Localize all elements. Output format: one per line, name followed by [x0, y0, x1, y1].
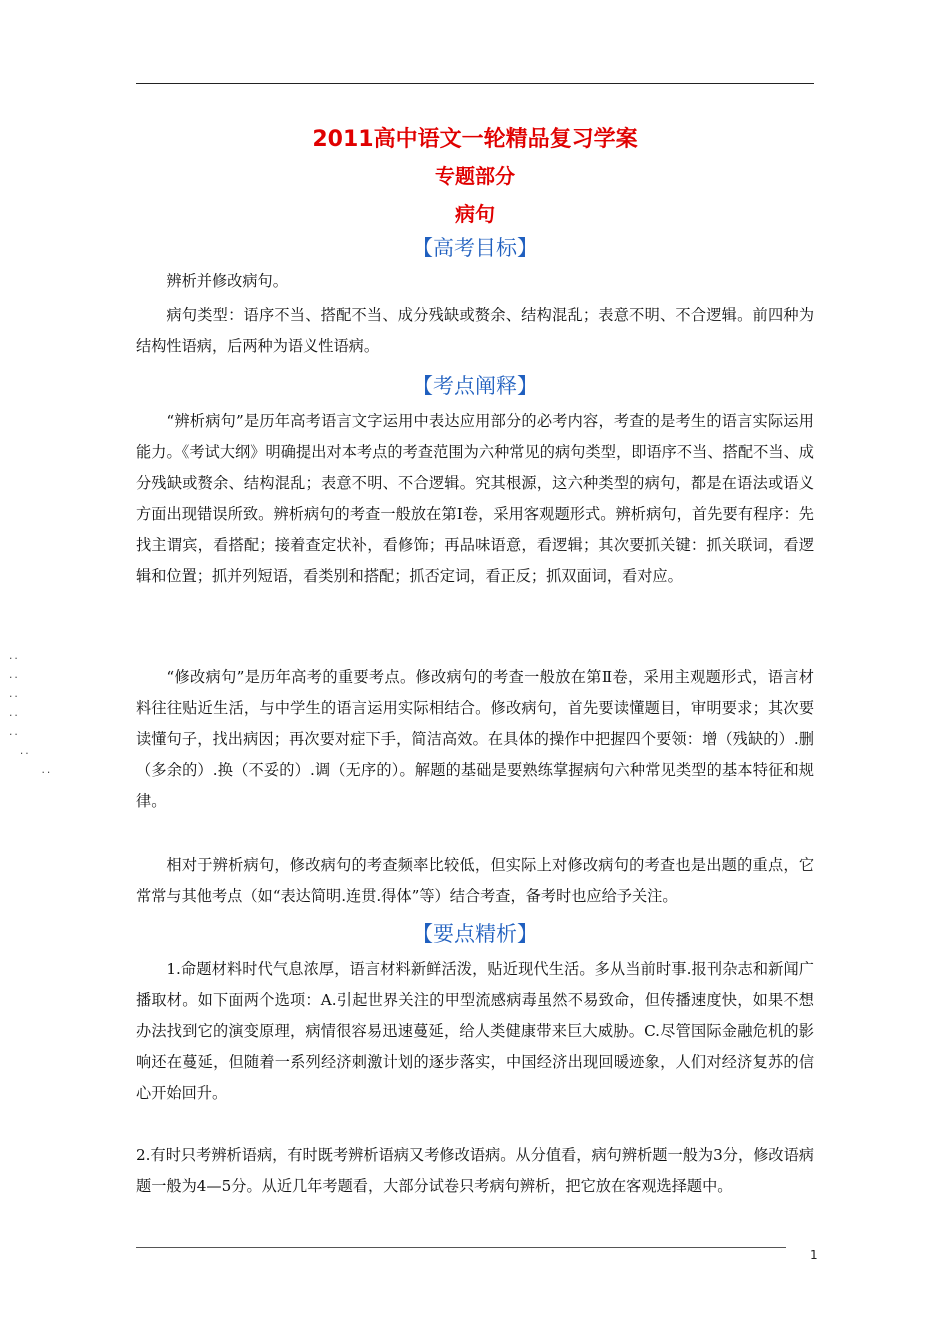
section-heading-explain: 【考点阐释】 — [412, 374, 538, 398]
margin-mark: .. — [8, 671, 19, 681]
margin-mark: .. — [8, 728, 19, 738]
page-number: 1 — [810, 1248, 818, 1262]
explain-paragraph-3: 相对于辨析病句，修改病句的考查频率比较低，但实际上对修改病句的考查也是出题的重点，它常常与其他考点（如“表达简明.连贯.得体”等）结合考查，备考时也应给予关注。 — [136, 856, 814, 905]
margin-mark: .. — [8, 690, 19, 700]
document-topic: 病句 — [455, 202, 495, 226]
margin-mark: .. — [8, 652, 19, 662]
margin-mark: .. — [8, 709, 19, 719]
section-heading-key: 【要点精析】 — [412, 922, 538, 946]
document-subtitle: 专题部分 — [435, 164, 515, 188]
document-title: 2011高中语文一轮精品复习学案 — [312, 127, 638, 152]
explain-paragraph-2: “修改病句”是历年高考的重要考点。修改病句的考查一般放在第Ⅱ卷，采用主观题形式，语言材料往往贴近生活，与中学生的语言运用实际相结合。修改病句，首先要读懂题目，审明要求；其次要读懂句子，找出病因；再次要对症下手，简洁高效。在具体的操作中把握四个要领：增（残缺的）.删（多余的）.换（不妥的）.调（无序的）。解题的基础是要熟练掌握病句六种常见类型的基本特征和规律。 — [136, 668, 814, 810]
explain-paragraph-1: “辨析病句”是历年高考语言文字运用中表达应用部分的必考内容，考查的是考生的语言实际运用能力。《考试大纲》明确提出对本考点的考查范围为六种常见的病句类型，即语序不当、搭配不当、成分残缺或赘余、结构混乱；表意不明、不合逻辑。究其根源，这六种类型的病句，都是在语法或语义方面出现错误所致。辨析病句的考查一般放在第Ⅰ卷，采用客观题形式。辨析病句，首先要有程序：先找主谓宾，看搭配；接着查定状补，看修饰；再品味语意，看逻辑；其次要抓关键：抓关联词，看逻辑和位置；抓并列短语，看类别和搭配；抓否定词，看正反；抓双面词，看对应。 — [136, 412, 814, 585]
section-heading-goal: 【高考目标】 — [412, 236, 538, 260]
goal-paragraph-2: 病句类型：语序不当、搭配不当、成分残缺或赘余、结构混乱；表意不明、不合逻辑。前四种为结构性语病，后两种为语义性语病。 — [136, 306, 814, 355]
key-paragraph-2: 2.有时只考辨析语病，有时既考辨析语病又考修改语病。从分值看，病句辨析题一般为3分，修改语病题一般为4—5分。从近几年考题看，大部分试卷只考病句辨析，把它放在客观选择题中。 — [136, 1146, 814, 1195]
goal-paragraph-1: 辨析并修改病句。 — [166, 272, 288, 290]
footer-rule — [136, 1247, 786, 1248]
margin-marks — [8, 648, 51, 781]
margin-mark: .. — [8, 747, 30, 757]
key-paragraph-1: 1.命题材料时代气息浓厚，语言材料新鲜活泼，贴近现代生活。多从当前时事.报刊杂志和新闻广播取材。如下面两个选项：A.引起世界关注的甲型流感病毒虽然不易致命，但传播速度快，如果不想办法找到它的演变原理，病情很容易迅速蔓延，给人类健康带来巨大威胁。C.尽管国际金融危机的影响还在蔓延，但随着一系列经济刺激计划的逐步落实，中国经济出现回暖迹象，人们对经济复苏的信心开始回升。 — [136, 960, 814, 1102]
header-rule — [136, 83, 814, 84]
margin-mark: .. — [8, 766, 52, 776]
